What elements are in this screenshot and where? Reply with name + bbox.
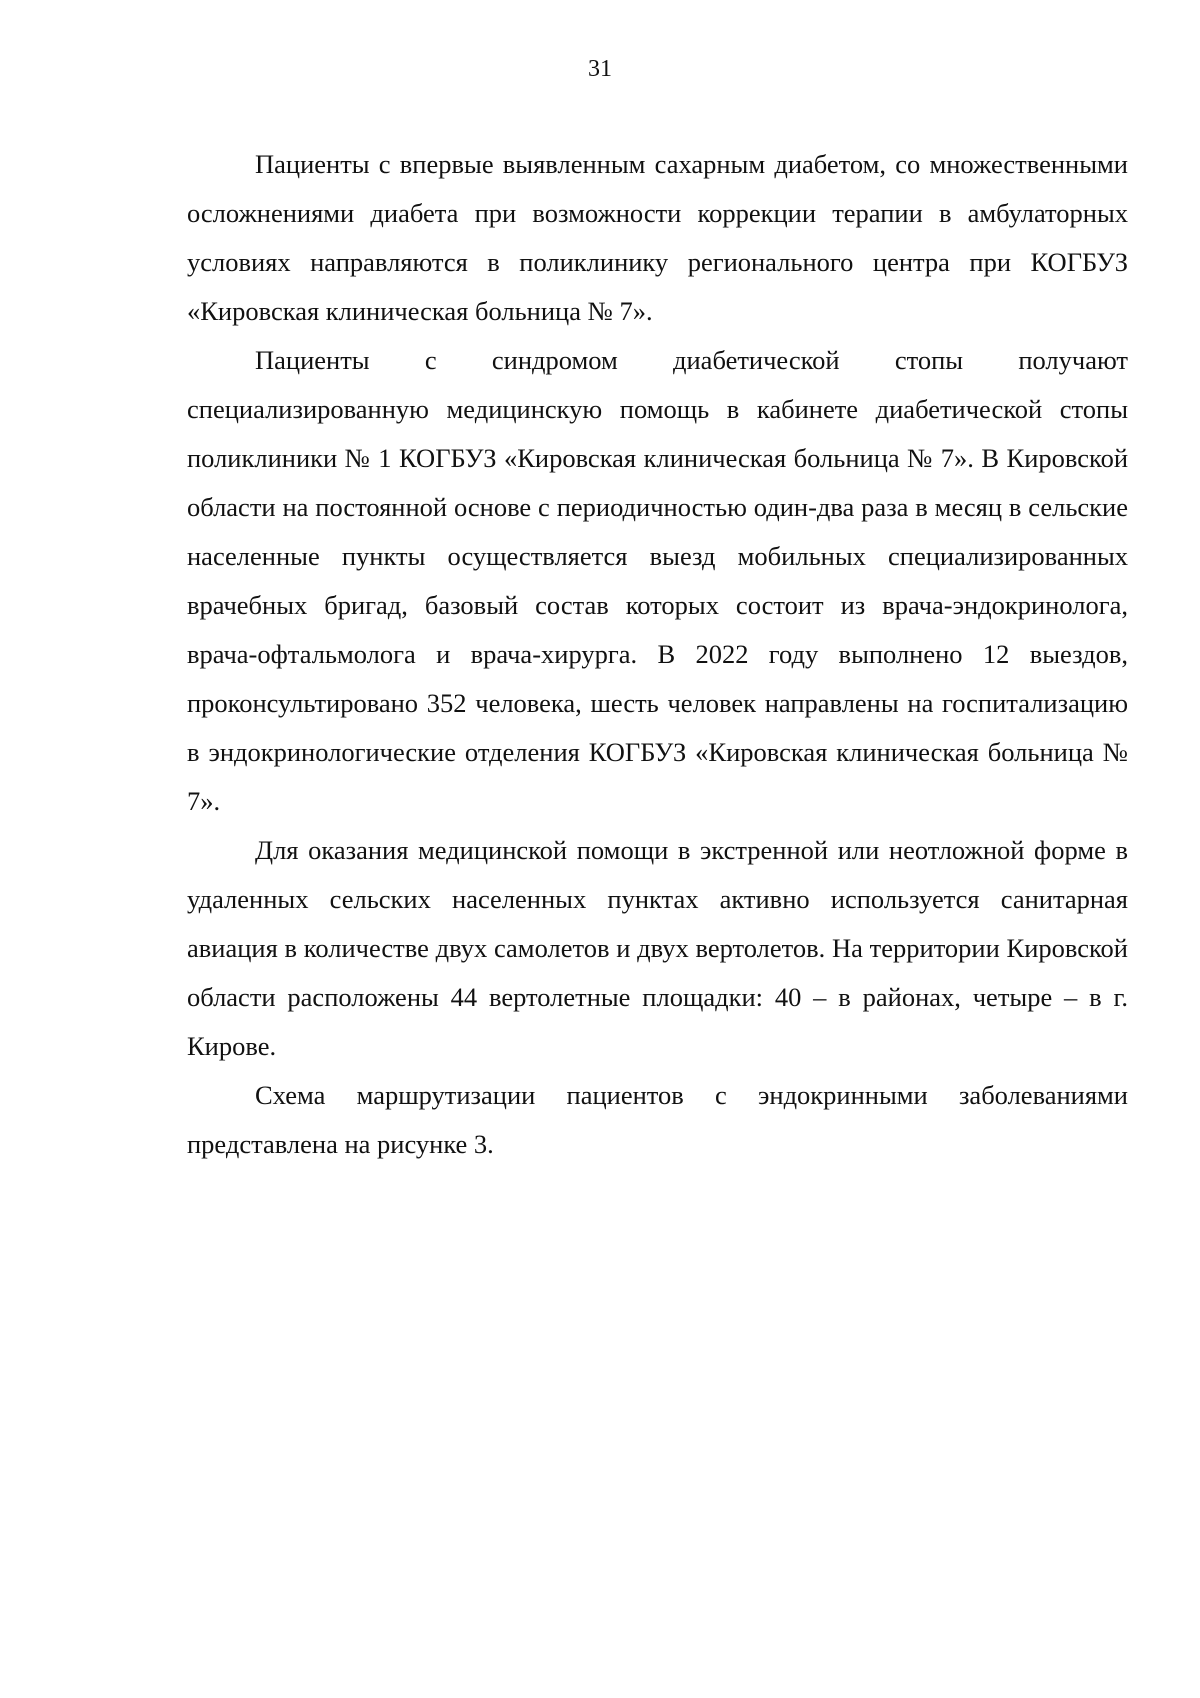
document-body bbox=[187, 140, 1128, 1169]
paragraph-diabetes-referral: Пациенты с впервые выявленным сахарным диабетом, со множественными осложнениями диабета при возможности коррекции терапии в амбулаторных условиях направляются в поликлинику регионального центра при КОГБУЗ «Кировская клиническая больница № 7». bbox=[187, 149, 1128, 326]
paragraph-sanitary-aviation: Для оказания медицинской помощи в экстренной или неотложной форме в удаленных сельских населенных пунктах активно используется санитарная авиация в количестве двух самолетов и двух вертолетов. На территории Кировской области расположены 44 вертолетные площадки: 40 – в районах, четыре – в г. Кирове. bbox=[187, 835, 1128, 1061]
page-number: 31 bbox=[588, 56, 612, 82]
paragraph-diabetic-foot: Пациенты с синдромом диабетической стопы получают специализированную медицинскую помощь в кабинете диабетической стопы поликлиники № 1 КОГБУЗ «Кировская клиническая больница № 7». В Кировской области на постоянной основе с периодичностью один-два раза в месяц в сельские населенные пункты осуществляется выезд мобильных специализированных врачебных бригад, базовый состав которых состоит из врача-эндокринолога, врача-офтальмолога и врача-хирурга. В 2022 году выполнено 12 выездов, проконсультировано 352 человека, шесть человек направлены на госпитализацию в эндокринологические отделения КОГБУЗ «Кировская клиническая больница № 7». bbox=[187, 345, 1128, 816]
paragraph-routing-scheme: Схема маршрутизации пациентов с эндокринными заболеваниями представлена на рисунке 3. bbox=[187, 1080, 1128, 1159]
